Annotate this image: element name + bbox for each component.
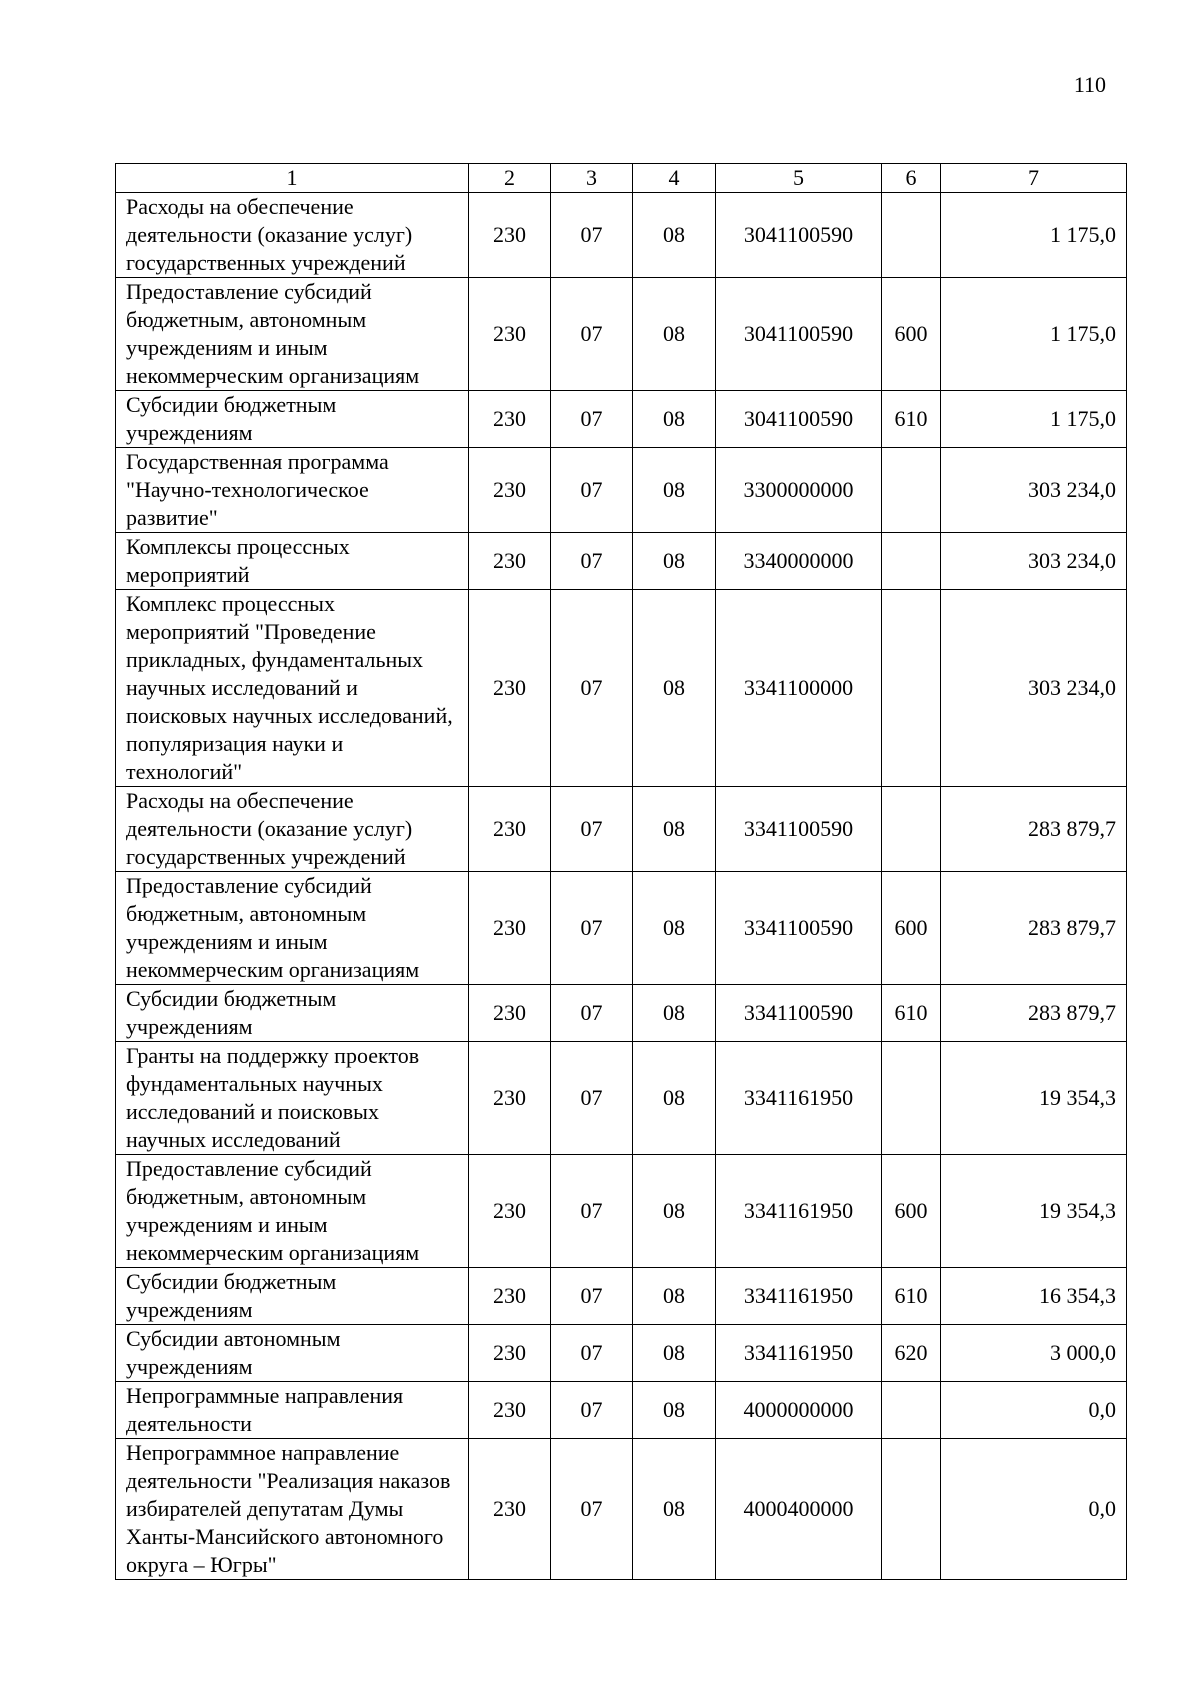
row-col3-cell: 07: [551, 590, 633, 787]
row-name-cell: Расходы на обеспечение деятельности (оказание услуг) государственных учреждений: [116, 787, 469, 872]
row-col6-cell: 610: [882, 985, 941, 1042]
row-col5-cell: 3041100590: [716, 391, 882, 448]
row-col4-cell: 08: [633, 391, 716, 448]
row-col2-cell: 230: [469, 448, 551, 533]
table-row: [116, 590, 1127, 787]
row-col6-cell: [882, 448, 941, 533]
row-col3-cell: 07: [551, 985, 633, 1042]
table-row: [116, 872, 1127, 985]
row-col5-cell: 3341100590: [716, 787, 882, 872]
row-col6-cell: 600: [882, 278, 941, 391]
header-row: [116, 164, 1127, 193]
row-amount-cell: 1 175,0: [941, 391, 1127, 448]
row-col3-cell: 07: [551, 278, 633, 391]
row-col2-cell: 230: [469, 787, 551, 872]
table-row: [116, 1439, 1127, 1580]
table-row: [116, 787, 1127, 872]
row-col3-cell: 07: [551, 1155, 633, 1268]
row-name-cell: Предоставление субсидий бюджетным, автономным учреждениям и иным некоммерческим организациям: [116, 1155, 469, 1268]
table-row: [116, 1325, 1127, 1382]
page-number: 110: [1073, 72, 1106, 97]
row-name-cell: Субсидии автономным учреждениям: [116, 1325, 469, 1382]
row-col4-cell: 08: [633, 787, 716, 872]
header-col-2: 2: [469, 164, 551, 193]
row-col5-cell: 3341100000: [716, 590, 882, 787]
row-amount-cell: 303 234,0: [941, 590, 1127, 787]
row-amount-cell: 0,0: [941, 1382, 1127, 1439]
row-col2-cell: 230: [469, 1268, 551, 1325]
row-col6-cell: [882, 590, 941, 787]
row-col6-cell: 600: [882, 1155, 941, 1268]
row-col2-cell: 230: [469, 1439, 551, 1580]
row-col5-cell: 3341161950: [716, 1325, 882, 1382]
row-col5-cell: 3341161950: [716, 1042, 882, 1155]
row-name-cell: Непрограммные направления деятельности: [116, 1382, 469, 1439]
row-col5-cell: 3341100590: [716, 872, 882, 985]
row-col3-cell: 07: [551, 1042, 633, 1155]
row-amount-cell: 1 175,0: [941, 193, 1127, 278]
row-col4-cell: 08: [633, 872, 716, 985]
row-col2-cell: 230: [469, 533, 551, 590]
row-col3-cell: 07: [551, 1439, 633, 1580]
header-col-6: 6: [882, 164, 941, 193]
header-col-1: 1: [116, 164, 469, 193]
row-col2-cell: 230: [469, 1325, 551, 1382]
row-col3-cell: 07: [551, 1325, 633, 1382]
row-col5-cell: 3300000000: [716, 448, 882, 533]
row-col4-cell: 08: [633, 193, 716, 278]
row-col6-cell: 620: [882, 1325, 941, 1382]
row-col2-cell: 230: [469, 1042, 551, 1155]
row-amount-cell: 303 234,0: [941, 448, 1127, 533]
row-col2-cell: 230: [469, 193, 551, 278]
row-amount-cell: 16 354,3: [941, 1268, 1127, 1325]
row-col4-cell: 08: [633, 448, 716, 533]
table-row: [116, 1155, 1127, 1268]
header-col-5: 5: [716, 164, 882, 193]
row-col3-cell: 07: [551, 448, 633, 533]
table-row: [116, 193, 1127, 278]
row-col6-cell: [882, 193, 941, 278]
row-name-cell: Расходы на обеспечение деятельности (оказание услуг) государственных учреждений: [116, 193, 469, 278]
row-col6-cell: [882, 787, 941, 872]
table-row: [116, 278, 1127, 391]
row-amount-cell: 0,0: [941, 1439, 1127, 1580]
table-header: [116, 164, 1127, 193]
table-row: [116, 985, 1127, 1042]
row-col2-cell: 230: [469, 391, 551, 448]
row-col3-cell: 07: [551, 1268, 633, 1325]
table-row: [116, 1268, 1127, 1325]
row-col3-cell: 07: [551, 391, 633, 448]
table-row: [116, 1382, 1127, 1439]
row-col2-cell: 230: [469, 1155, 551, 1268]
row-col3-cell: 07: [551, 1382, 633, 1439]
table-row: [116, 1042, 1127, 1155]
row-col5-cell: 3341161950: [716, 1268, 882, 1325]
row-col4-cell: 08: [633, 1155, 716, 1268]
row-name-cell: Субсидии бюджетным учреждениям: [116, 1268, 469, 1325]
row-amount-cell: 19 354,3: [941, 1042, 1127, 1155]
row-col4-cell: 08: [633, 1325, 716, 1382]
table-row: [116, 391, 1127, 448]
row-col4-cell: 08: [633, 278, 716, 391]
row-name-cell: Гранты на поддержку проектов фундаментальных научных исследований и поисковых научных исследований: [116, 1042, 469, 1155]
row-name-cell: Предоставление субсидий бюджетным, автономным учреждениям и иным некоммерческим организациям: [116, 872, 469, 985]
header-col-7: 7: [941, 164, 1127, 193]
row-col6-cell: 600: [882, 872, 941, 985]
row-col4-cell: 08: [633, 1382, 716, 1439]
row-col2-cell: 230: [469, 278, 551, 391]
row-name-cell: Предоставление субсидий бюджетным, автономным учреждениям и иным некоммерческим организациям: [116, 278, 469, 391]
row-name-cell: Субсидии бюджетным учреждениям: [116, 985, 469, 1042]
row-col4-cell: 08: [633, 533, 716, 590]
row-col5-cell: 4000400000: [716, 1439, 882, 1580]
row-col2-cell: 230: [469, 872, 551, 985]
row-col4-cell: 08: [633, 1439, 716, 1580]
header-col-3: 3: [551, 164, 633, 193]
row-col5-cell: 3041100590: [716, 278, 882, 391]
budget-table: [115, 163, 1127, 1580]
row-col3-cell: 07: [551, 872, 633, 985]
row-col6-cell: 610: [882, 1268, 941, 1325]
row-col3-cell: 07: [551, 533, 633, 590]
row-name-cell: Непрограммное направление деятельности "Реализация наказов избирателей депутатам Думы Ханты-Мансийского автономного округа – Югры": [116, 1439, 469, 1580]
row-name-cell: Субсидии бюджетным учреждениям: [116, 391, 469, 448]
table-body: [116, 193, 1127, 1580]
row-col2-cell: 230: [469, 985, 551, 1042]
row-amount-cell: 3 000,0: [941, 1325, 1127, 1382]
row-col6-cell: [882, 533, 941, 590]
row-amount-cell: 283 879,7: [941, 985, 1127, 1042]
row-name-cell: Государственная программа "Научно-технологическое развитие": [116, 448, 469, 533]
row-col4-cell: 08: [633, 985, 716, 1042]
row-col5-cell: 4000000000: [716, 1382, 882, 1439]
row-name-cell: Комплексы процессных мероприятий: [116, 533, 469, 590]
row-amount-cell: 1 175,0: [941, 278, 1127, 391]
row-amount-cell: 303 234,0: [941, 533, 1127, 590]
row-col6-cell: [882, 1382, 941, 1439]
row-col4-cell: 08: [633, 1268, 716, 1325]
row-col5-cell: 3341100590: [716, 985, 882, 1042]
header-col-4: 4: [633, 164, 716, 193]
row-amount-cell: 283 879,7: [941, 787, 1127, 872]
row-col5-cell: 3041100590: [716, 193, 882, 278]
row-col5-cell: 3341161950: [716, 1155, 882, 1268]
row-col2-cell: 230: [469, 590, 551, 787]
row-col6-cell: 610: [882, 391, 941, 448]
row-col3-cell: 07: [551, 193, 633, 278]
row-col2-cell: 230: [469, 1382, 551, 1439]
table-row: [116, 448, 1127, 533]
row-amount-cell: 283 879,7: [941, 872, 1127, 985]
row-col6-cell: [882, 1042, 941, 1155]
row-name-cell: Комплекс процессных мероприятий "Проведение прикладных, фундаментальных научных исследований и поисковых научных исследований, популяризация науки и технологий": [116, 590, 469, 787]
row-col3-cell: 07: [551, 787, 633, 872]
row-amount-cell: 19 354,3: [941, 1155, 1127, 1268]
row-col4-cell: 08: [633, 1042, 716, 1155]
row-col5-cell: 3340000000: [716, 533, 882, 590]
row-col6-cell: [882, 1439, 941, 1580]
table-row: [116, 533, 1127, 590]
row-col4-cell: 08: [633, 590, 716, 787]
